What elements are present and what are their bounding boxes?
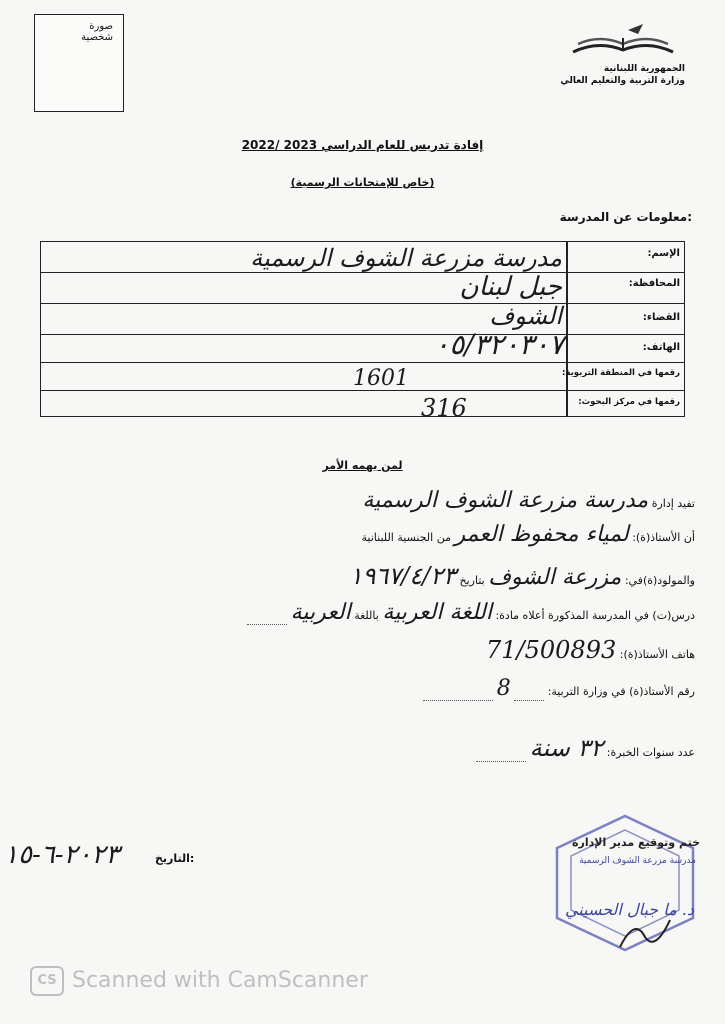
school-name-value: مدرسة مزرعة الشوف الرسمية [250,244,562,272]
table-row-divider [41,334,684,335]
row-label-edu-number: رقمها في المنطقة التربوية: [562,368,680,378]
official-stamp [543,808,708,958]
teacher-phone-value: 71/500893 [485,636,617,664]
body-line-ministry-number: رقم الأستاذ(ة) في وزارة التربية: 8 [423,676,695,701]
stamp-text: مدرسة مزرعة الشوف الرسمية [579,856,696,866]
table-row-divider [41,272,684,273]
row-label-name: الإسم: [647,248,680,259]
signature-scribble-icon [615,912,675,952]
row-label-phone: الهاتف: [642,342,680,353]
camscanner-watermark [30,966,368,996]
table-row-divider [41,362,684,363]
signature-name: د. ما جبال الحسيني [564,900,694,919]
school-info-table [40,241,685,422]
research-number-value: 316 [421,394,467,422]
body-line-teacher-phone: هاتف الأستاذ(ة): 71/500893 [485,636,695,664]
edu-number-value: 1601 [353,366,409,391]
language-value: العربية [290,600,351,625]
section-label: معلومات عن المدرسة: [559,210,692,224]
governorate-value: جبل لبنان [459,272,562,302]
row-label-governorate: المحافظة: [628,278,680,289]
body-line-teacher: أن الأستاذ(ة): لمياء محفوظ العمر من الجنسية اللبنانية [361,522,695,547]
ministry-number-value: 8 [496,676,511,701]
experience-value: ٣٢ سنة [529,734,604,762]
to-whom-heading: لمن يهمه الأمر [322,459,403,472]
signature-label: ختم وتوقيع مدير الإدارة [572,836,700,849]
table-row-divider [41,303,684,304]
document-title: إفادة تدريس للعام الدراسي 2023 /2022 [241,138,484,152]
body-line-birth: والمولود(ة)في: مزرعة الشوف بتاريخ ١٩٦٧/٤/٢٣ [349,562,695,590]
birth-date-value: ١٩٦٧/٤/٢٣ [349,562,457,590]
camscanner-logo-icon: CS [30,966,64,996]
ministry-name: وزارة التربية والتعليم العالي [560,76,685,86]
teacher-name-value: لمياء محفوظ العمر [454,522,629,547]
row-label-district: القضاء: [642,312,680,323]
body-line-experience: عدد سنوات الخبرة: ٣٢ سنة [476,734,695,762]
date-label: التاريخ: [155,852,195,865]
date-value: ٢٠٢٣-٦-١٥ [4,840,120,870]
body-school-value: مدرسة مزرعة الشوف الرسمية [362,488,649,513]
country-name: الجمهورية اللبنانية [603,64,685,74]
phone-value: ٠٥/٣٢٠٣٠٧ [434,328,564,361]
dotted-line [247,614,287,625]
birth-place-value: مزرعة الشوف [488,565,622,590]
dotted-line [514,690,544,701]
subject-value: اللغة العربية [382,600,492,625]
photo-label-1: صورة [89,21,113,32]
dotted-line [423,690,493,701]
district-value: الشوف [489,302,562,330]
photo-label-2: شخصية [81,32,113,43]
photo-box [34,14,124,112]
body-line-school: تفيد إدارة مدرسة مزرعة الشوف الرسمية [362,488,695,513]
dotted-line [476,751,526,762]
watermark-text: Scanned with CamScanner [72,968,368,993]
row-label-research-number: رقمها في مركز البحوث: [578,397,680,407]
book-logo-icon [568,22,678,62]
document-subtitle: (خاص للإمتحانات الرسمية) [290,176,435,189]
body-line-subject: درس(ت) في المدرسة المذكورة أعلاه مادة: اللغة العربية باللغة العربية [247,600,695,625]
